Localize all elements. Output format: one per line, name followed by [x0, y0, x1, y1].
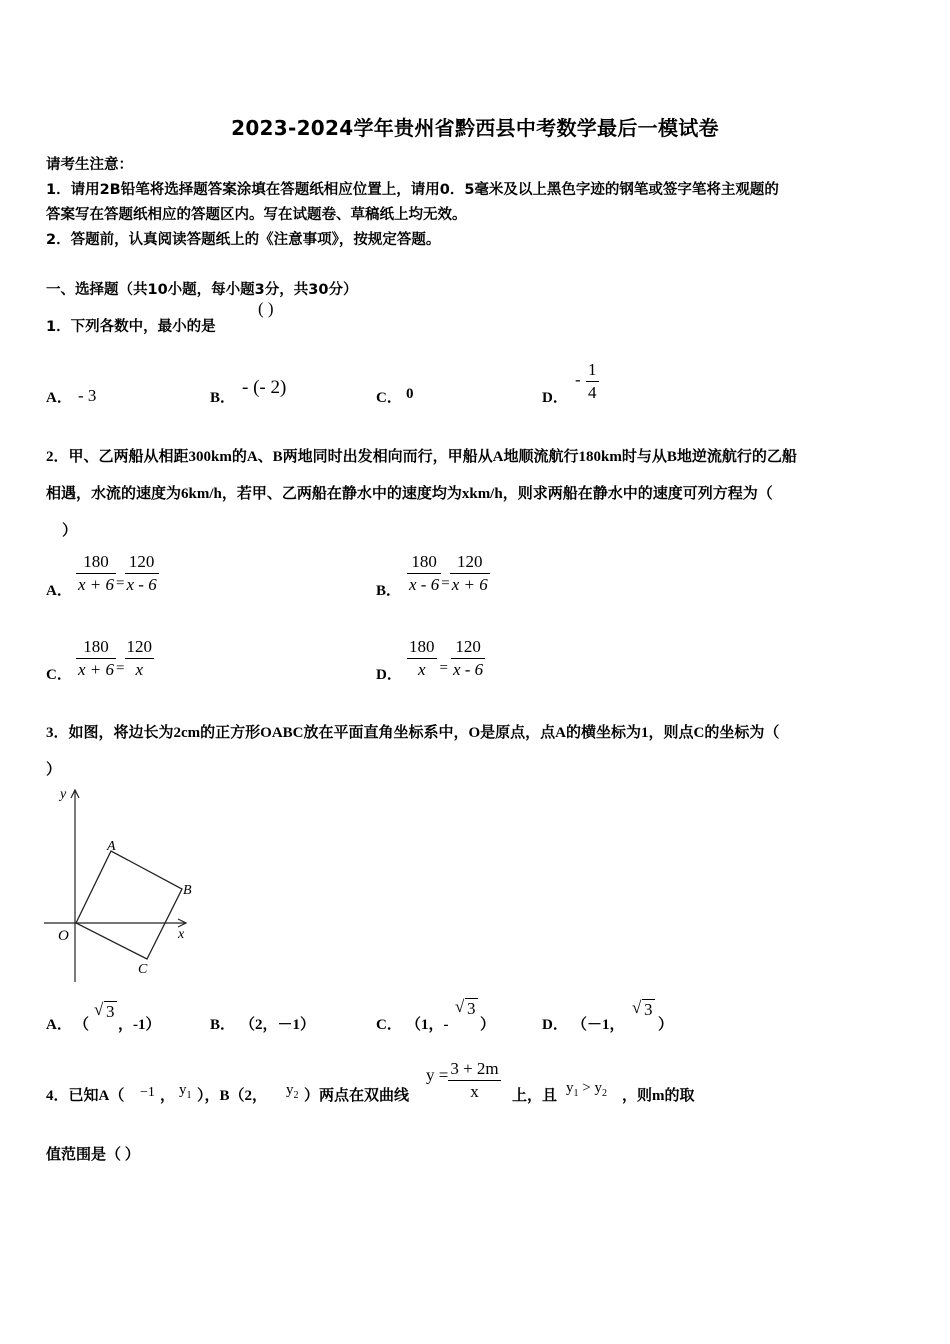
q2-option-c-label: C．	[46, 667, 72, 683]
q4-c-gt: >	[582, 1080, 591, 1096]
q2-option-a-eq	[76, 551, 159, 596]
q4-part6: ，则m的取	[622, 1088, 695, 1104]
notice-line1a: 1．请用2B铅笔将选择题答案涂填在答题纸相应位置上，请用0．5毫米及以上黑色字迹的钢笔或签字笔将主观题的	[46, 182, 779, 198]
q3-option-d-label: D．	[542, 1017, 568, 1033]
q3-option-a-sqrt: √ 3	[94, 1000, 115, 1021]
q4-y1	[179, 1082, 192, 1101]
q4-c-y1-sub: 1	[573, 1088, 579, 1099]
q4-part5: 上，且	[512, 1088, 558, 1104]
q4-line2: 值范围是（ ）	[46, 1147, 140, 1163]
q3-option-a-rest: ，-1）	[118, 1017, 161, 1033]
q3-option-c-open: （1，-	[406, 1017, 449, 1033]
q2-d-num1: 180	[407, 636, 437, 659]
q3-line1: 3．如图，将边长为2cm的正方形OABC放在平面直角坐标系中，O是原点，点A的横坐标为1，则点C的坐标为（	[46, 725, 780, 741]
q1-option-b-label: B．	[210, 390, 236, 406]
q2-b-num1: 180	[407, 551, 441, 574]
fig-label-y: y	[60, 787, 67, 802]
q3-figure	[40, 782, 200, 987]
q3-d-radicand: 3	[644, 1000, 653, 1019]
q2-option-c-eq	[76, 636, 154, 681]
q4-condition	[566, 1080, 607, 1099]
q3-option-c-label: C．	[376, 1017, 402, 1033]
q4-c-y1: y	[566, 1080, 574, 1096]
q2-a-equals: =	[116, 575, 125, 592]
q2-a-num1: 180	[76, 551, 116, 574]
q2-line1: 2．甲、乙两船从相距300km的A、B两地同时出发相向而行，甲船从A地顺流航行180km时与从B地逆流航行的乙船	[46, 449, 797, 465]
q2-b-den2: x + 6	[451, 575, 488, 594]
q3-option-d-close: ）	[658, 1017, 674, 1033]
square-oabc	[76, 851, 182, 959]
q3-option-a-label: A．	[46, 1017, 72, 1033]
q2-d-equals: =	[439, 660, 448, 677]
q4-minus-one: −1	[140, 1085, 155, 1100]
q4-c-y2: y	[594, 1080, 602, 1096]
q4-part1: 4．已知A（	[46, 1088, 125, 1104]
q2-b-den1: x - 6	[409, 575, 440, 594]
q3-option-b-label: B．	[210, 1017, 236, 1033]
q2-option-b-eq	[407, 551, 490, 596]
q4-y2-letter: y	[286, 1082, 294, 1098]
q1-option-b-value: - (- 2)	[242, 377, 287, 398]
q2-d-den2: x - 6	[452, 660, 484, 679]
q4-y1-letter: y	[179, 1082, 187, 1098]
notice-line2: 2．答题前，认真阅读答题纸上的《注意事项》，按规定答题。	[46, 232, 441, 248]
q4-comma: ，	[160, 1088, 176, 1104]
page-title: 2023-2024学年贵州省黔西县中考数学最后一模试卷	[231, 116, 719, 140]
q2-a-num2: 120	[125, 551, 159, 574]
q2-line3: ）	[62, 523, 78, 539]
notice-heading: 请考生注意：	[46, 157, 133, 173]
fig-label-c: C	[138, 962, 148, 977]
q2-c-num2: 120	[125, 636, 155, 659]
q2-option-b-label: B．	[376, 583, 402, 599]
notice-line1b: 答案写在答题纸相应的答题区内。写在试题卷、草稿纸上均无效。	[46, 207, 467, 223]
q2-c-den2: x	[135, 660, 144, 679]
q4-y2	[286, 1082, 299, 1101]
q4-eq-num: 3 + 2m	[448, 1058, 500, 1081]
q2-option-a-label: A．	[46, 583, 72, 599]
fig-label-a: A	[107, 839, 116, 854]
q4-y2-sub: 2	[293, 1090, 299, 1101]
q1-option-d-label: D．	[542, 390, 568, 406]
q1-option-c-value: 0	[406, 386, 414, 402]
q1-option-c-label: C．	[376, 390, 402, 406]
q4-c-y2-sub: 2	[601, 1088, 607, 1099]
q2-option-d-label: D．	[376, 667, 402, 683]
q2-a-den1: x + 6	[78, 575, 115, 594]
q2-c-equals: =	[116, 660, 125, 677]
q2-b-num2: 120	[450, 551, 490, 574]
q3-c-radicand: 3	[467, 999, 476, 1018]
q1-d-num: 1	[586, 359, 599, 382]
q2-d-num2: 120	[451, 636, 485, 659]
q4-part4: ）两点在双曲线	[304, 1088, 410, 1104]
q1-option-d-fraction	[586, 359, 599, 404]
q1-option-a-label: A．	[46, 390, 72, 406]
q3-option-c-close: ）	[480, 1017, 496, 1033]
q2-b-equals: =	[441, 575, 450, 592]
q4-y1-sub: 1	[186, 1090, 192, 1101]
fig-label-x: x	[178, 927, 185, 942]
q3-line2: ）	[46, 762, 62, 778]
q1-option-a-value: - 3	[78, 386, 97, 405]
q2-line2: 相遇，水流的速度为6km/h，若甲、乙两船在静水中的速度均为xkm/h，则求两船在静水中的速度可列方程为（	[46, 486, 773, 502]
fig-label-b: B	[183, 883, 192, 898]
q3-option-b-value: （2，－1）	[240, 1017, 316, 1033]
q1-d-den: 4	[588, 383, 597, 402]
fig-label-o: O	[58, 928, 69, 944]
section-heading: 一、选择题（共10小题，每小题3分，共30分）	[46, 282, 358, 298]
q2-c-num1: 180	[76, 636, 116, 659]
q2-c-den1: x + 6	[78, 660, 115, 679]
q3-option-d-open: （－1，	[572, 1017, 625, 1033]
q4-hyperbola	[426, 1058, 501, 1103]
q3-option-c-sqrt: √ 3	[455, 997, 476, 1018]
q2-option-d-eq	[407, 636, 485, 681]
q1-paren: ( )	[258, 299, 274, 318]
q2-a-den2: x - 6	[126, 575, 157, 594]
q3-option-d-sqrt: √ 3	[632, 998, 653, 1019]
q4-part3: ），B（2，	[197, 1088, 268, 1104]
q1-option-d-sign: -	[575, 370, 581, 389]
q4-eq-left: y =	[426, 1065, 449, 1085]
q3-option-a-open: （	[74, 1017, 90, 1033]
q1-stem: 1．下列各数中，最小的是	[46, 319, 216, 335]
q3-a-radicand: 3	[106, 1002, 115, 1021]
q4-eq-den: x	[470, 1082, 479, 1101]
q2-d-den1: x	[417, 660, 426, 679]
